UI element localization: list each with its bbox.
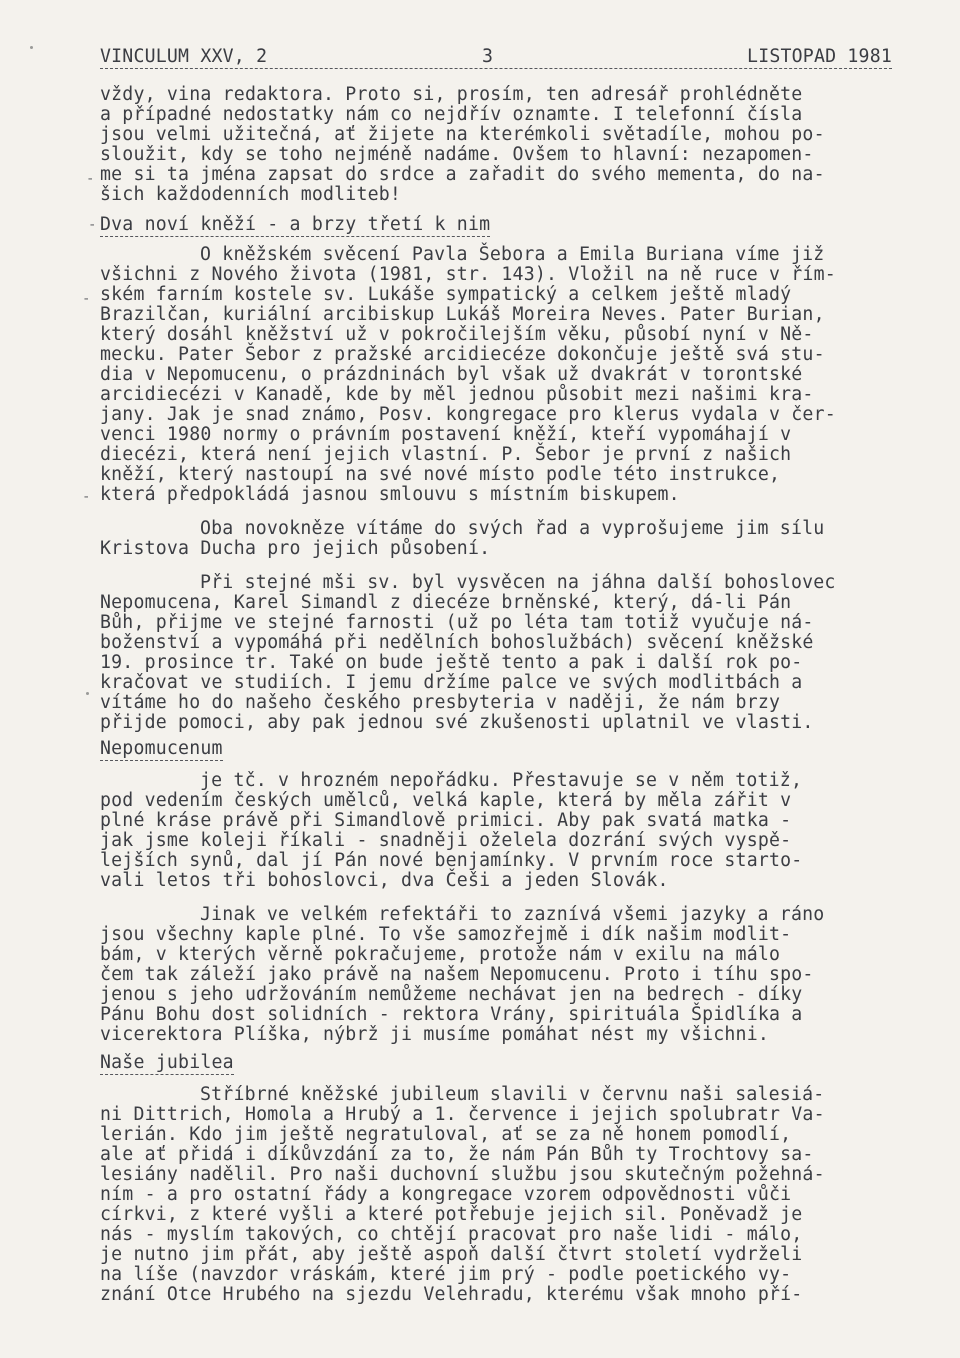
text-line: plné kráse právě při Simandlově primici. Aby pak svatá matka - [100,810,792,831]
text-line: ském farním kostele sv. Lukáše sympatický a celkem ještě mladý [100,284,792,305]
text-line: která předpokládá jasnou smlouvu s místním biskupem. [100,484,680,505]
text-line: šich každodenních modliteb! [100,184,402,205]
text-line: pod vedením českých umělců, velká kaple, která by měla zářit v [100,790,792,811]
text-line: Při stejné mši sv. byl vysvěcen na jáhna další bohoslovec [200,572,836,593]
text-line: kněží, který nastoupí na své nové místo podle této instrukce, [100,464,781,485]
text-line: sloužit, kdy se toho nejméně nadáme. Ovšem to hlavní: nezapomen- [100,144,814,165]
stray-mark [86,692,89,695]
text-line: a případné nedostatky nám co nejdřív oznamte. I telefonní čísla [100,104,803,125]
text-line: Brazilčan, kuriální arcibiskup Lukáš Moreira Neves. Pater Burian, [100,304,825,325]
newsletter-title: VINCULUM XXV, 2 [100,46,268,67]
section-heading-nepomucenum: Nepomucenum [100,738,223,759]
text-line: jenou s jeho udržováním nemůžeme nechávat jen na bedrech - díky [100,984,803,1005]
text-line: znání Otce Hrubého na sjezdu Velehradu, kterému však mnoho pří- [100,1284,803,1305]
text-line: Stříbrné kněžské jubileum slavili v červnu naši salesiá- [200,1084,825,1105]
text-line: dia v Nepomucenu, o prázdninách byl však už dvakrát v torontské [100,364,803,385]
text-line: přijde pomoci, aby pak jednou své zkušenosti uplatnil ve vlasti. [100,712,814,733]
text-line: Jinak ve velkém refektáři to zaznívá všemi jazyky a ráno [200,904,825,925]
text-line: vždy, vina redaktora. Proto si, prosím, ten adresář prohlédněte [100,84,803,105]
text-line: církvi, z které vyšli a které potřebuje jejich sil. Poněvadž je [100,1204,803,1225]
text-line: Oba novokněze vítáme do svých řad a vyprošujeme jim sílu [200,518,825,539]
text-line: diecézi, která není jejich vlastní. P. Šebor je první z našich [100,444,792,465]
text-line: Nepomucena, Karel Simandl z diecéze brněnské, který, dá-li Pán [100,592,792,613]
text-line: Bůh, přijme ve stejné farnosti (už po léta tam totiž vyučuje ná- [100,612,814,633]
text-line: lejších synů, dal jí Pán nové benjamínky. V prvním roce starto- [100,850,803,871]
page-number: 3 [482,46,494,67]
page-header [100,46,892,69]
text-line: všichni z Nového života (1981, str. 143). Vložil na ně ruce v řím- [100,264,836,285]
text-line: lesiány nadělil. Pro naši duchovní službu jsou skutečným požehná- [100,1164,825,1185]
section-heading-jubilees: Naše jubilea [100,1052,234,1073]
text-line: vítáme ho do našeho českého presbyteria v naději, že nám brzy [100,692,781,713]
margin-tick-mark: - [88,217,97,233]
text-line: bám, v kterých věrně pokračujeme, protože nám v exilu na málo [100,944,781,965]
text-line: boženství a vypomáhá při nedělních bohoslužbách) svěcení kněžské [100,632,814,653]
text-line: lerián. Kdo jim ještě negratuloval, ať se za ně honem pomodlí, [100,1124,792,1145]
text-line: je tč. v hrozném nepořádku. Přestavuje se v něm totiž, [200,770,803,791]
section-heading-new-priests: Dva noví kněží - a brzy třetí k nim [100,214,491,235]
text-line: je nutno jim přát, aby ještě aspoň další čtvrt století vydrželi [100,1244,803,1265]
text-line: me si ta jména zapsat do srdce a zařadit do svého mementa, do na- [100,164,825,185]
text-line: jsou všechny kaple plné. To vše samozřejmě i dík našim modlit- [100,924,792,945]
text-line: který dosáhl kněžství už v pokročilejším věku, působí nyní v Ně- [100,324,814,345]
text-line: 19. prosince tr. Také on bude ještě tento a pak i další rok po- [100,652,803,673]
text-line: jsou velmi užitečná, ať žijete na kterémkoli světadíle, mohou po- [100,124,825,145]
text-line: jany. Jak je snad známo, Posv. kongregace pro klerus vydala v čer- [100,404,836,425]
text-line: arcidiecézi v Kanadě, kde by měl jednou působit mezi našimi kra- [100,384,814,405]
margin-tick-mark: - [82,489,91,505]
text-line: Kristova Ducha pro jejich působení. [100,538,491,559]
text-line: nás - myslím takových, co chtějí pracovat pro naše lidi - málo, [100,1224,803,1245]
stray-mark [30,46,33,49]
text-line: mecku. Pater Šebor z pražské arcidiecéze dokončuje ještě svá stu- [100,344,825,365]
text-line: Pánu Bohu dost solidních - rektora Vrány, spirituála Špidlíka a [100,1004,803,1025]
margin-tick-mark: - [86,171,95,187]
text-line: ni Dittrich, Homola a Hrubý a 1. července i jejich spolubratr Va- [100,1104,825,1125]
margin-tick-mark: - [82,291,91,307]
text-line: kračovat ve studiích. I jemu držíme palce ve svých modlitbách a [100,672,803,693]
text-line: na líše (navzdor vráskám, které jim prý - podle poetického vy- [100,1264,792,1285]
text-line: vali letos tři bohoslovci, dva Češi a jeden Slovák. [100,870,669,891]
text-line: O kněžském svěcení Pavla Šebora a Emila Buriana víme již [200,244,825,265]
text-line: venci 1980 normy o právním postavení kněží, kteří vypomáhají v [100,424,792,445]
text-line: vicerektora Plíška, nýbrž ji musíme pomáhat nést my všichni. [100,1024,769,1045]
text-line: jak jsme koleji říkali - snadněji oželela dozrání svých vyspě- [100,830,792,851]
issue-date: LISTOPAD 1981 [747,46,892,67]
text-line: ale ať přidá i díkůvzdání za to, že nám Pán Bůh ty Trochtovy sa- [100,1144,814,1165]
text-line: ním - a pro ostatní řády a kongregace vzorem odpovědnosti vůči [100,1184,792,1205]
text-line: čem tak záleží jako právě na našem Nepomucenu. Proto i tíhu spo- [100,964,814,985]
